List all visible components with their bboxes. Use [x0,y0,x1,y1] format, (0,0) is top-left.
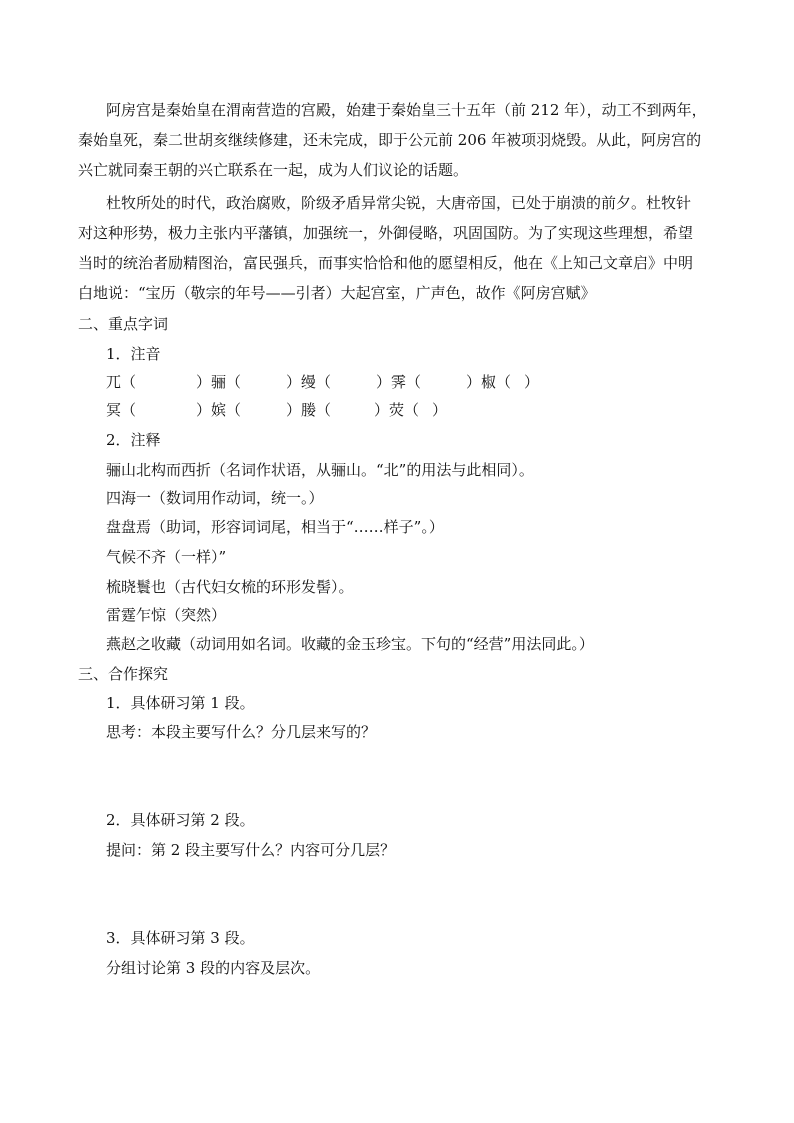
intro-paragraph-2-line-3: 当时的统治者励精图治，富民强兵，而事实恰恰和他的愿望相反，他在《上知己文章启》中明 [78,254,694,272]
annotation-item: 梳晓鬟也（古代妇女梳的环形发髻）。 [106,578,354,596]
pronunciation-item: 兀（ [106,373,137,391]
annotation-item: 盘盘焉（助词，形容词词尾，相当于“……样子”。） [106,518,444,536]
pronunciation-item: ）缦（ [286,373,332,391]
pronunciation-item: ） [524,373,540,391]
pronunciation-item: ）嫔（ [196,401,242,419]
pronunciation-row-1 [106,372,539,392]
annotation-item: 骊山北构而西折（名词作状语，从骊山。“北”的用法与此相同）。 [106,461,534,479]
annotation-subheading: 2．注释 [106,431,161,449]
question-1-text: 思考：本段主要写什么？分几层来写的？ [106,723,377,741]
intro-paragraph-1-line-1: 阿房宫是秦始皇在渭南营造的宫殿，始建于秦始皇三十五年（前 212 年），动工不到两年， [106,101,707,119]
pronunciation-item: 冥（ [106,401,137,419]
question-1-title: 1．具体研习第 1 段。 [106,694,255,712]
section-3-heading: 三、合作探究 [78,665,169,683]
intro-paragraph-1-line-2: 秦始皇死，秦二世胡亥继续修建，还未完成，即于公元前 206 年被项羽烧毁。从此，阿房宫的 [78,131,702,149]
pronunciation-item: ）荧（ [374,401,420,419]
pronunciation-item: ）骊（ [196,373,242,391]
question-3-text: 分组讨论第 3 段的内容及层次。 [106,959,321,977]
pronunciation-item: ） [432,401,448,419]
annotation-item: 气候不齐（一样）” [106,548,227,566]
pronunciation-subheading: 1．注音 [106,345,161,363]
annotation-item: 四海一（数词用作动词，统一。） [106,489,324,507]
pronunciation-row-2 [106,400,447,420]
pronunciation-item: ）媵（ [286,401,332,419]
pronunciation-item: ）霁（ [376,373,422,391]
annotation-item: 雷霆乍惊（突然） [106,606,227,624]
annotation-item: 燕赵之收藏（动词用如名词。收藏的金玉珍宝。下句的“经营”用法同此。） [106,635,594,653]
question-2-title: 2．具体研习第 2 段。 [106,811,255,829]
question-2-text: 提问：第 2 段主要写什么？内容可分几层？ [106,841,396,859]
intro-paragraph-2-line-1: 杜牧所处的时代，政治腐败，阶级矛盾异常尖锐，大唐帝国，已处于崩溃的前夕。杜牧针 [106,194,692,212]
intro-paragraph-1-line-3: 兴亡就同秦王朝的兴亡联系在一起，成为人们议论的话题。 [78,161,469,179]
section-2-heading: 二、重点字词 [78,315,169,333]
pronunciation-item: ）椒（ [466,373,512,391]
intro-paragraph-2-line-2: 对这种形势，极力主张内平藩镇，加强统一，外御侵略，巩固国防。为了实现这些理想，希望 [78,224,694,242]
intro-paragraph-2-line-4: 白地说：“宝历（敬宗的年号——引者）大起宫室，广声色，故作《阿房宫赋》 [78,284,596,302]
question-3-title: 3．具体研习第 3 段。 [106,929,255,947]
